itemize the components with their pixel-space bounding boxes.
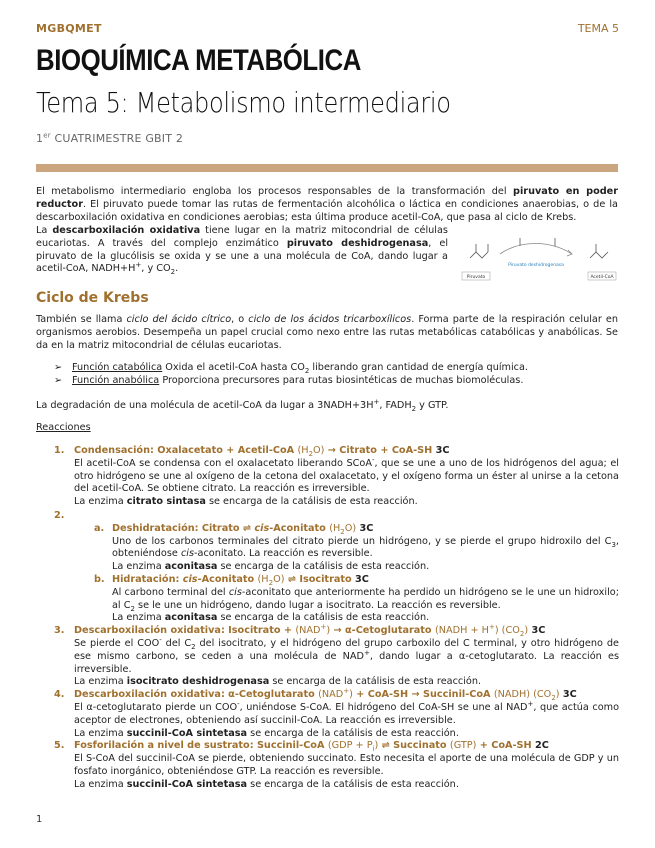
pyruvate-reaction-figure: [460, 232, 620, 286]
reaction-4: 4. Descarboxilación oxidativa: α-Cetoglutarato (NAD+) + CoA-SH → Succinil-CoA (NADH) $(CO_2)$ 3C El α-cetoglutarato pierde un COO-, uniéndose S-CoA. El hidrógeno del CoA-SH se une al NAD+, que actúa como aceptor de electrones, obteniendo así succinil-CoA. La reacción es irreversible. La enzima succinil-CoA sintetasa se encarga de la catálisis de esta reacción.: [54, 686, 619, 739]
degradation-summary: La degradación de una molécula de acetil-CoA da lugar a 3NADH+3H+, $FADH_2$ y GTP.: [36, 397, 449, 413]
reactions-subheading: Reacciones: [36, 422, 91, 433]
pyruvate-structure: [470, 252, 488, 258]
document-subtitle: Tema 5: Metabolismo intermediario: [36, 86, 451, 119]
figure-label-mid: Piruvato deshidrogenasa: [508, 263, 564, 268]
arrow-bullet-icon: ➢: [54, 362, 63, 373]
list-item: ➢ Función anabólica Proporciona precursores para rutas biosintéticas de muchas biomoléculas.: [54, 374, 524, 386]
intro-paragraph: El metabolismo intermediario engloba los procesos responsables de la transformación del piruvato en poder reductor. El piruvato puede tomar las rutas de fermentación alcohólica o láctica en condiciones anaerobias, o de la descarboxilación oxidativa en condiciones aerobias; esta última produce acetil-CoA, que pasa al ciclo de Krebs.: [36, 186, 619, 223]
reaction-2b: b. Hidratación: cis-Aconitato $(H_2O)$ ⇌ Isocitrato 3C Al carbono terminal del cis-aconitato que anteriormente ha perdido un hidrógeno se le une un hidroxilo; al $C_2$ se le une un hidrógeno, dando lugar a isocitrato. La reacción es reversible. La enzima aconitasa se encarga de la catálisis de esta reacción.: [94, 573, 619, 624]
header-course-code: MGBQMET: [36, 22, 102, 35]
decarboxylation-paragraph: La descarboxilación oxidativa tiene lugar en la matriz mitocondrial de células eucariotas. A través del complejo enzimático piruvato deshidrogenasa, el piruvato de la glucólisis se oxida y se une a una molécula de CoA, dando lugar a acetil-CoA, NADH+H+, y $CO_2$.: [36, 225, 449, 277]
page-number: 1: [36, 814, 43, 825]
semester-label: 1er CUATRIMESTRE GBIT 2: [36, 131, 184, 145]
reaction-2: 2.: [54, 509, 65, 521]
figure-label-left: Piruvato: [466, 275, 486, 280]
list-item: ➢ Función catabólica Oxida el acetil-CoA hasta $CO_2$ liberando gran cantidad de energía química.: [54, 362, 528, 375]
reaction-2a: a. Deshidratación: Citrato ⇌ cis-Aconitato $(H_2O)$ 3C Uno de los carbonos terminales del citrato pierde un hidrógeno, y se pierde el grupo hidroxilo del $C_3$, obteniéndose cis-aconitato. La reacción es reversible. La enzima aconitasa se encarga de la catálisis de esta reacción.: [94, 522, 619, 573]
reaction-list: [54, 445, 619, 792]
reaction-1: 1. Condensación: Oxalacetato + Acetil-CoA $(H_2O)$ → Citrato + CoA-SH 3C El acetil-CoA se condensa con el oxalacetato liberando SCoA-, que se une a uno de los hidrógenos del agua; el otro hidrógeno se une al oxígeno de la cetona del oxalacetato, y el oxígeno forma un éster al unirse a la cetona del acetil-CoA. Se obtiene citrato. La reacción es irreversible. La enzima citrato sintasa se encarga de la catálisis de esta reacción.: [54, 445, 619, 508]
function-list: [36, 362, 618, 388]
section-heading-krebs: Ciclo de Krebs: [36, 290, 149, 306]
acetylcoa-structure: [590, 252, 608, 258]
reaction-arrow: [500, 244, 572, 255]
arrow-bullet-icon: ➢: [54, 374, 63, 386]
reaction-3: 3. Descarboxilación oxidativa: Isocitrato + (NAD+) → α-Cetoglutarato (NADH + H+) $(CO_2)$ 3C Se pierde el COO- del $C_2$ del isocitrato, y el hidrógeno del grupo carboxilo del C terminal, y otro hidrógeno de ese mismo carbono, se ceden a una molécula de NAD+, dando lugar a α-cetoglutarato. La reacción es irreversible. La enzima isocitrato deshidrogenasa se encarga de la catálisis de esta reacción.: [54, 622, 619, 688]
figure-label-right: Acetil-CoA: [590, 275, 614, 280]
header-topic: TEMA 5: [577, 22, 619, 35]
reaction-5: 5. Fosforilación a nivel de sustrato: Succinil-CoA $(GDP + P_i)$ ⇌ Succinato (GTP) + CoA-SH 2C El S-CoA del succinil-CoA se pierde, obteniendo succinato. Esto necesita el aporte de una molécula de GDP y un fosfato inorgánico, obteniéndose GTP. La reacción es reversible. La enzima succinil-CoA sintetasa se encarga de la catálisis de esta reacción.: [54, 740, 619, 790]
title-divider-bar: [36, 164, 618, 172]
krebs-paragraph: También se llama ciclo del ácido cítrico, o ciclo de los ácidos tricarboxílicos. Forma parte de la respiración celular en organismos aerobios. Desempeña un papel crucial como nexo entre las rutas metabólicas catabólicas y anabólicas. Se da en la matriz mitocondrial de células eucariotas.: [36, 314, 618, 351]
document-title: BIOQUÍMICA METABÓLICA: [36, 44, 361, 77]
